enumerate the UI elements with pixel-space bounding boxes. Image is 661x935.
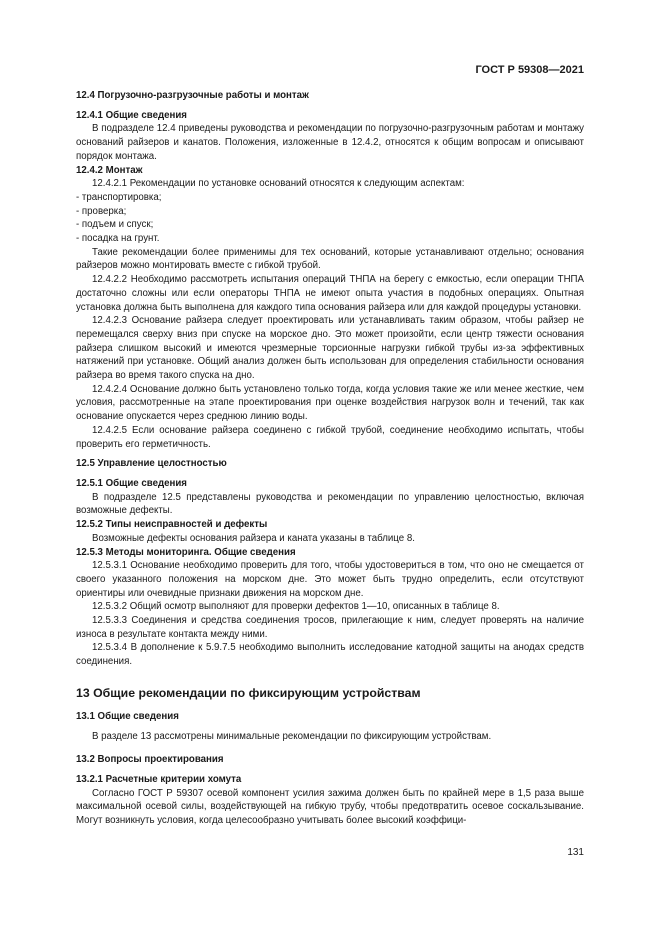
paragraph: В разделе 13 рассмотрены минимальные рекомендации по фиксирующим устройствам. [92, 730, 492, 742]
paragraph: 12.4.2.2 Необходимо рассмотреть испытания операций ТНПА на берегу с емкостью, если операции ТНПА достаточно сложны или если операторы ТНПА не имеют опыта участия в подобных операциях. Опытная установка должна быть выполнена для каждого типа основания райзера или для каждой процедуры установки. [76, 274, 584, 313]
paragraph: 12.5.3.2 Общий осмотр выполняют для проверки дефектов 1—10, описанных в таблице 8. [92, 601, 500, 613]
paragraph: В подразделе 12.4 приведены руководства и рекомендации по погрузочно-разгрузочным работам и монтажу оснований райзеров и канатов. Положения, изложенные в 12.4.2, относятся к общим вопросам и описывают порядок монтажа. [76, 123, 584, 162]
paragraph: Такие рекомендации более применимы для тех оснований, которые устанавливают отдельно; основания райзеров можно монтировать вместе с гибкой трубой. [76, 246, 584, 272]
heading-13-2: 13.2 Вопросы проектирования [76, 754, 224, 766]
heading-13: 13 Общие рекомендации по фиксирующим устройствам [76, 685, 421, 700]
heading-12-5-2: 12.5.2 Типы неисправностей и дефекты [76, 519, 268, 531]
paragraph: Возможные дефекты основания райзера и каната указаны в таблице 8. [92, 532, 415, 544]
heading-12-4: 12.4 Погрузочно-разгрузочные работы и монтаж [76, 90, 309, 101]
page-content [76, 89, 584, 828]
heading-13-2-1: 13.2.1 Расчетные критерии хомута [76, 773, 242, 785]
page-number: 131 [567, 847, 584, 858]
list-item: - транспортировка; [76, 191, 162, 203]
heading-12-4-1: 12.4.1 Общие сведения [76, 109, 187, 121]
paragraph: 12.4.2.1 Рекомендации по установке оснований относятся к следующим аспектам: [92, 178, 465, 190]
paragraph: 12.4.2.5 Если основание райзера соединено с гибкой трубой, соединение необходимо испытать, чтобы проверить его герметичность. [76, 424, 584, 450]
paragraph: 12.4.2.3 Основание райзера следует проектировать или устанавливать таким образом, чтобы райзер не перемещался сверху вниз при спуске на морское дно. Это может произойти, если центр тяжести основания райзера слишком высокий и имеются чрезмерные торсионные нагрузки гибкой трубы из-за эффективных натяжений при установке. Общий анализ должен быть использован для определения стабильности основания райзера во время такого спуска на дно. [76, 315, 584, 382]
standard-code: ГОСТ Р 59308—2021 [475, 64, 584, 76]
heading-13-1: 13.1 Общие сведения [76, 710, 179, 722]
heading-12-5: 12.5 Управление целостностью [76, 458, 227, 470]
list-item: - посадка на грунт. [76, 233, 160, 245]
heading-12-5-3: 12.5.3 Методы мониторинга. Общие сведения [76, 546, 296, 558]
paragraph: 12.5.3.4 В дополнение к 5.9.7.5 необходимо выполнить исследование катодной защиты на анодах средств соединения. [76, 642, 584, 668]
paragraph: 12.5.3.3 Соединения и средства соединения тросов, прилегающие к ним, следует проверять на наличие износа в результате контакта между ними. [76, 615, 584, 640]
paragraph: 12.4.2.4 Основание должно быть установлено только тогда, когда условия такие же или менее жесткие, чем условия, рассмотренные на этапе проектирования при оценке воздействия нагрузок волн и течений, так как основание опускается через среднюю линию воды. [76, 383, 584, 423]
heading-12-5-1: 12.5.1 Общие сведения [76, 477, 187, 489]
heading-12-4-2: 12.4.2 Монтаж [76, 164, 143, 176]
list-item: - подъем и спуск; [76, 219, 154, 231]
list-item: - проверка; [76, 205, 127, 217]
paragraph: В подразделе 12.5 представлены руководства и рекомендации по управлению целостностью, включая возможные дефекты. [76, 491, 584, 517]
paragraph: 12.5.3.1 Основание необходимо проверить для того, чтобы удостовериться в том, что оно не смещается от своего указанного положения на морском дне. Это может быть трудно определить, если отсутствуют ориентиры или очевидные признаки движения на морском дне. [76, 560, 584, 599]
paragraph: Согласно ГОСТ Р 59307 осевой компонент усилия зажима должен быть по крайней мере в 1,5 раза выше максимальной осевой силы, воздействующей на гибкую трубу, чтобы предотвратить осевое соскальзывание. Могут возникнуть условия, когда целесообразно учитывать более высокий коэффици- [76, 787, 584, 827]
